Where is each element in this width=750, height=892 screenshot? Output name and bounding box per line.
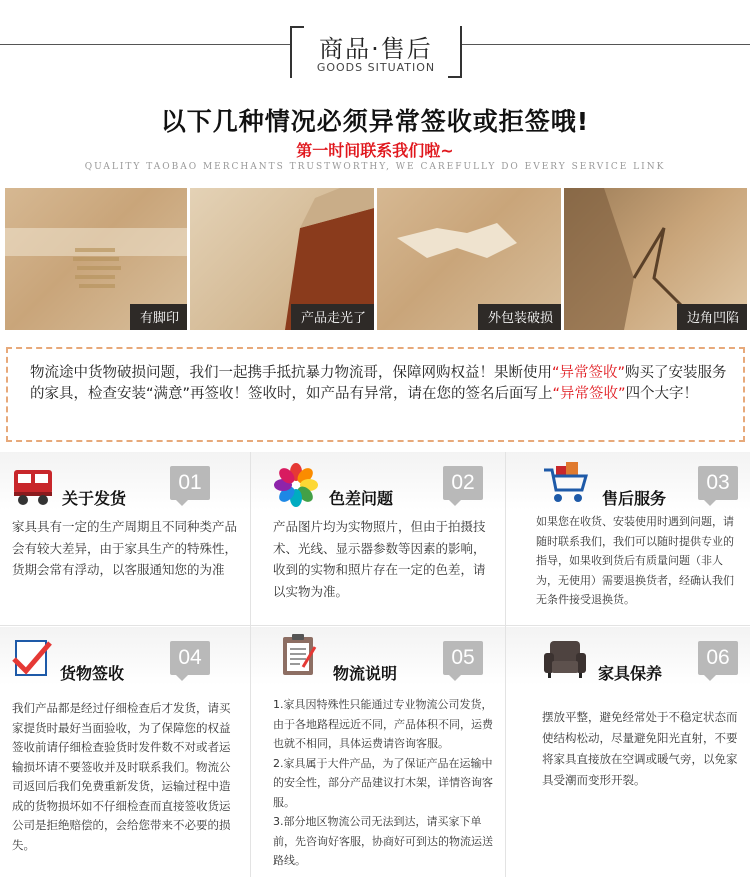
notice-text: 物流途中货物破损问题，我们一起携手抵抗暴力物流哥，保障网购权益！果断使用“异常签收”购买了安装服务的家具，检查安装“满意”再签收！签收时，如产品有异常，请在您的签名后面写上“异常签收”四个大字！ bbox=[30, 365, 727, 402]
shopping-cart-icon bbox=[542, 460, 588, 506]
header-frame bbox=[290, 26, 462, 78]
info-card-color bbox=[251, 452, 505, 622]
header-rule-right bbox=[462, 44, 750, 45]
card-title: 售后服务 bbox=[602, 489, 667, 508]
info-card-maintenance bbox=[506, 627, 750, 877]
page-tagline: QUALITY TAOBAO MERCHANTS TRUSTWORTHY, WE CAREFULLY DO EVERY SERVICE LINK bbox=[84, 162, 666, 172]
divider bbox=[0, 625, 750, 626]
card-number: 06 bbox=[698, 641, 738, 675]
color-wheel-icon bbox=[273, 462, 319, 508]
header-title: 商品·售后 bbox=[319, 35, 433, 63]
notice-box bbox=[6, 347, 745, 442]
damage-photo-strip bbox=[5, 188, 747, 330]
truck-icon bbox=[10, 462, 56, 508]
card-title: 家具保养 bbox=[598, 664, 663, 683]
info-card-aftersales bbox=[506, 452, 750, 622]
card-body: 我们产品都是经过仔细检查后才发货，请买家提货时最好当面验收，为了保障您的权益签收前请仔细检查验货时发件数不对或者运输损坏请不要签收并及时联系我们。物流公司返回后我们免费重新发货，运输过程中造成的货物损坏如不仔细检查而直接签收货运公司是拒绝赔偿的，会给您带来不必要的损失。 bbox=[12, 701, 231, 852]
photo-caption: 外包装破损 bbox=[478, 304, 561, 330]
armchair-icon bbox=[542, 635, 588, 681]
footprint-icon bbox=[65, 243, 145, 303]
card-number: 04 bbox=[170, 641, 210, 675]
card-number: 05 bbox=[443, 641, 483, 675]
checklist-icon bbox=[8, 635, 54, 681]
card-body: 1.家具因特殊性只能通过专业物流公司发货，由于各地路程远近不同，产品体积不同，运费也就不相同，具体运费请咨询客服。 2.家具属于大件产品，为了保证产品在运输中的安全性，部分产品建议打木架，详情咨询客服。 3.部分地区物流公司无法到达，请买家下单前，先咨询好客服，协商好可到达的物流运送路线。 bbox=[273, 698, 493, 867]
photo-dented-corner bbox=[564, 188, 747, 330]
card-number: 03 bbox=[698, 466, 738, 500]
photo-exposed-product bbox=[190, 188, 374, 330]
page-headline: 以下几种情况必须异常签收或拒签哦! bbox=[160, 107, 590, 136]
photo-caption: 边角凹陷 bbox=[677, 304, 747, 330]
section-header bbox=[0, 0, 750, 90]
card-title: 物流说明 bbox=[333, 664, 398, 683]
header-subtitle: GOODS SITUATION bbox=[316, 61, 436, 74]
card-title: 关于发货 bbox=[62, 489, 127, 508]
card-body: 家具具有一定的生产周期且不同种类产品会有较大差异，由于家具生产的特殊性，货期会常有浮动，以客服通知您的为准 bbox=[12, 519, 238, 577]
header-rule-left bbox=[0, 44, 290, 45]
card-title: 货物签收 bbox=[60, 664, 125, 683]
photo-caption: 产品走光了 bbox=[291, 304, 374, 330]
card-number: 02 bbox=[443, 466, 483, 500]
photo-damaged-package bbox=[377, 188, 561, 330]
card-body: 摆放平整，避免经常处于不稳定状态而使结构松动，尽量避免阳光直射，不要将家具直接放在空调或暖气旁，以免家具受潮而变形开裂。 bbox=[542, 710, 738, 787]
photo-caption: 有脚印 bbox=[130, 304, 187, 330]
page-subheadline: 第一时间联系我们啦~ bbox=[296, 141, 454, 160]
photo-footprint bbox=[5, 188, 187, 330]
card-title: 色差问题 bbox=[329, 489, 394, 508]
clipboard-icon bbox=[275, 633, 321, 679]
card-number: 01 bbox=[170, 466, 210, 500]
info-card-shipping bbox=[0, 452, 250, 622]
info-card-logistics bbox=[251, 627, 505, 877]
info-card-receipt bbox=[0, 627, 250, 877]
card-body: 产品图片均为实物照片，但由于拍摄技术、光线、显示器参数等因素的影响，收到的实物和照片存在一定的色差，请以实物为准。 bbox=[273, 519, 486, 599]
card-body: 如果您在收货、安装使用时遇到问题，请随时联系我们，我们可以随时提供专业的指导，如果收到货后有质量问题（非人为，无使用）需要退换货者，经确认我们无条件接受退换货。 bbox=[536, 515, 734, 606]
